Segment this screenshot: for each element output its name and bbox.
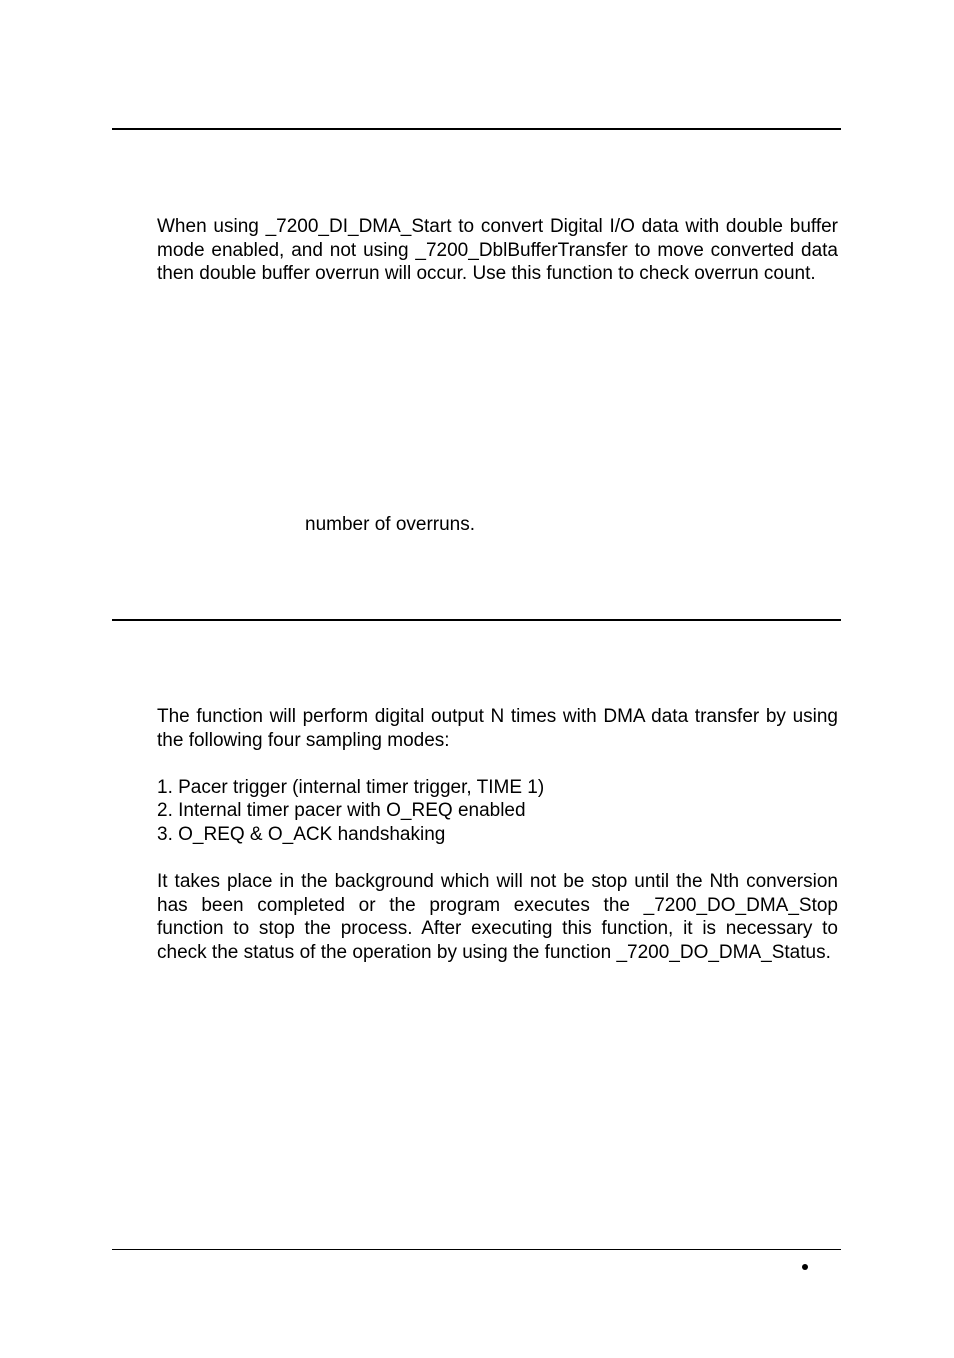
footer-bullet-icon <box>802 1264 808 1270</box>
sampling-mode-item: 1. Pacer trigger (internal timer trigger, TIME 1) <box>157 777 545 798</box>
section-divider-top <box>112 128 841 130</box>
section-divider-middle <box>112 619 841 621</box>
footer-divider <box>112 1249 841 1250</box>
sampling-mode-item: 2. Internal timer pacer with O_REQ enabled <box>157 800 526 821</box>
do-dma-start-description: The function will perform digital output N times with DMA data transfer by using the following four sampling modes: <box>157 706 838 751</box>
di-dma-overrun-description: When using _7200_DI_DMA_Start to convert Digital I/O data with double buffer mode enabled, and not using _7200_DblBufferTransfer to move converted data then double buffer overrun will occur. Use this function to check overrun count. <box>157 216 838 284</box>
return-value-note: number of overruns. <box>305 514 476 535</box>
background-operation-note: It takes place in the background which will not be stop until the Nth conversion has been completed or the program executes the _7200_DO_DMA_Stop function to stop the process. After executing this function, it is necessary to check the status of the operation by using the function _7200_DO_DMA_Status. <box>157 871 838 963</box>
sampling-mode-item: 3. O_REQ & O_ACK handshaking <box>157 824 446 845</box>
